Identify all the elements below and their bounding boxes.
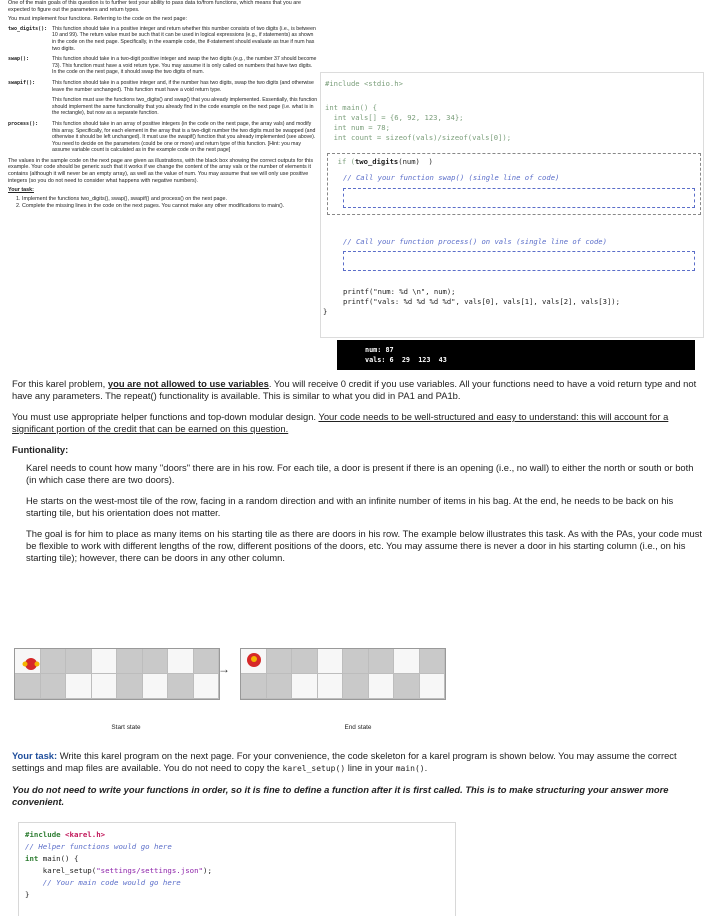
code-include: #include <stdio.h> [325, 79, 403, 88]
start-state-label: Start state [111, 724, 141, 731]
karel-task-text: Write this karel program on the next page. For your convenience, the code skeleton for a karel program is shown below. You may assume the correct settings and map files are available. You do not need to copy the [12, 750, 677, 773]
grid-cell [267, 649, 293, 674]
function-description: This function must use the functions two_digits() and swap() that you already implemented. Essentially, this function should implement the same functionality that you already find in the code example on the next page (i.e. what is in the rectangle), but now as a separate function. [52, 97, 318, 117]
no-variables-paragraph [12, 378, 702, 402]
code-close-brace: } [323, 307, 328, 316]
intro-paragraph: One of the main goals of this question is to further test your ability to pass data to/from functions, which means that you are expected to figure out the parameters and return types. [8, 0, 302, 13]
skeleton-close: } [25, 890, 30, 899]
karel-task [12, 750, 702, 808]
function-row [8, 26, 318, 56]
skeleton-include [25, 829, 455, 841]
grid-cell [15, 674, 41, 699]
design-paragraph [12, 411, 702, 435]
grid-cell [168, 649, 194, 674]
karel-problem [12, 378, 702, 573]
karel-task-code: karel_setup() [282, 764, 346, 773]
intro-must: You must implement four functions. Referring to the code on the next page: [8, 16, 187, 23]
karel-task-paragraph [12, 750, 702, 775]
comment-process: // Call your function process() on vals (single line of code) [343, 237, 607, 246]
grid-cell [66, 649, 92, 674]
function-description: This function should take in an array of positive integers (in the code on the next page, the array vals) and modify this array. Specifically, for each element in the array that is a two-digit number the two digits must be swapped (and otherwise it should be left unchanged). It must use the swapif() function that you already implemented (see above). You need to decide on the parameters (could be one or more) and return type of this function. [Hint: you may assume variable count is calculated as in the example code on the next page] [52, 120, 316, 154]
grid-cell [168, 674, 194, 699]
grid-cell [92, 649, 118, 674]
answer-box-swap[interactable] [343, 188, 695, 208]
code-main-open: int main() { [325, 103, 377, 112]
grid-cell [369, 674, 395, 699]
function-row [8, 121, 318, 158]
skeleton-setup [25, 865, 455, 877]
grid-cell [369, 649, 395, 674]
grid-cell [267, 674, 293, 699]
karel-skeleton-code [18, 822, 456, 916]
code-printf-vals: printf("vals: %d %d %d %d", vals[0], vals[1], vals[2], vals[3]); [343, 297, 620, 306]
grid-cell [143, 674, 169, 699]
code-if-prefix: if ( [329, 157, 355, 166]
function-spec-table [8, 26, 318, 158]
task-list [8, 196, 318, 210]
task-item: 2. Complete the missing lines in the code on the next pages. You cannot make any other modifications to main(). [22, 203, 318, 210]
main-rest: main() { [38, 854, 79, 863]
functionality-p1: Karel needs to count how many "doors" there are in his row. For each tile, a door is present if there is an opening (i.e., no wall) to either the north or south or both (in which case there are two doors). [26, 462, 694, 485]
grid-cell [41, 674, 67, 699]
grid-cell [318, 674, 344, 699]
karel-task-heading: Your task: [12, 750, 58, 761]
function-description: This function should take in a two-digit positive integer and swap the two digits (e.g., the number 37 should become 73). This function must have a void return type. You may assume it is only called on numbers that have two digits. In the code on the next page, it should swap the two digits of num. [52, 56, 317, 76]
p1-emphasis: you are not allowed to use variables [107, 378, 269, 389]
skeleton-comment-helpers: // Helper functions would go here [25, 842, 172, 851]
function-name: swap(): [8, 56, 30, 63]
grid-cell [41, 649, 67, 674]
start-state-grid [14, 648, 220, 700]
grid-cell [343, 674, 369, 699]
order-note: You do not need to write your functions in order, so it is fine to define a function after it is first called. This is to make structuring your answer more convenient. [12, 784, 669, 807]
grid-cell [420, 674, 446, 699]
end-state-grid [240, 648, 446, 700]
p2-emphasis: Your code needs to be well-structured and easy to understand: this will account for a significant portion of the credit that can be earned on this question. [12, 411, 669, 434]
karel-task-code2: main() [395, 764, 425, 773]
grid-cell [292, 674, 318, 699]
task-heading: Your task: [8, 187, 34, 194]
function-name [8, 97, 52, 121]
include-keyword: #include [25, 830, 61, 839]
karel-robot-icon [20, 655, 42, 673]
functionality-p3: The goal is for him to place as many items on his starting tile as there are doors in his row. The example below illustrates this task. As with the PAs, your code must be flexible to work with different lengths of the row, different positions of the doors, etc. You may assume there is never a door in his starting column (i.e., on his starting tile); however, there can be doors in any other column. [26, 528, 702, 563]
karel-robot-end-icon [244, 650, 264, 672]
skeleton-comment-main: // Your main code would go here [25, 878, 181, 887]
grid-cell [241, 674, 267, 699]
grid-cell [420, 649, 446, 674]
function-name: process(): [8, 120, 39, 127]
end-state-label: End state [344, 724, 372, 731]
setup-end: ); [203, 866, 212, 875]
function-name: swapif(): [8, 79, 36, 86]
functionality-p2: He starts on the west-most tile of the row, facing in a random direction and with an infinite number of items in his bag. At the end, he needs to be back on his starting tile, but his orientation does not matter. [26, 495, 674, 518]
comment-swap: // Call your function swap() (single line of code) [343, 173, 560, 182]
p1-text-rest: . You will receive 0 credit if you use variables. All your functions need to have a void return type and not have any parameters. The repeat() functionality is available. This is similar to what you did in PA1 and PA1b. [12, 378, 697, 401]
grid-cell [92, 674, 118, 699]
question-page [0, 0, 710, 372]
function-description: This function should take in a positive integer and return whether this number consists of two digits (i.e., is between 10 and 99). The return value must be such that it can be used in logical expressions (e.g., if statements) as shown in the code on the next page. Specifically, in the example code, the if-statement should evaluate as true if num has two digits. [52, 25, 316, 52]
function-row [8, 80, 318, 97]
grid-cell [143, 649, 169, 674]
transition-arrow: → [218, 662, 230, 676]
code-printf-num: printf("num: %d \n", num); [343, 287, 456, 296]
sample-code-block [320, 72, 704, 338]
function-row [8, 56, 318, 80]
function-row [8, 97, 318, 121]
grid-cell [194, 649, 220, 674]
code-if-suffix: (num) ) [398, 157, 433, 166]
grid-cell [66, 674, 92, 699]
grid-cell [194, 674, 220, 699]
grid-cell [343, 649, 369, 674]
grid-cell [318, 649, 344, 674]
include-header: <karel.h> [60, 830, 106, 839]
code-if [329, 157, 433, 167]
code-if-call: two_digits [354, 157, 399, 166]
grid-cell [117, 649, 143, 674]
karel-task-end: . [424, 762, 428, 773]
function-description: This function should take in a positive integer and, if the number has two digits, swap the two digits (and otherwise leave the number unchanged). This function must have a void return type. [52, 79, 314, 93]
code-num: int num = 78; [325, 123, 390, 132]
code-vals: int vals[] = {6, 92, 123, 34}; [325, 113, 464, 122]
main-keyword: int [25, 854, 39, 863]
grid-cell [394, 674, 420, 699]
skeleton-main [25, 853, 455, 865]
task-item: 1. Implement the functions two_digits(), swap(), swapif() and process() on the next page. [22, 196, 318, 203]
values-paragraph: The values in the sample code on the next page are given as illustrations, with the black box showing the correct outputs for this example. Your code should be generic such that it works if we change the content of the array vals or the number of elements it contains (although it will never be an empty array), as well as the value of num. You may assume that we will only use positive integers (so you do not need to consider what happens with negative numbers). [8, 157, 314, 184]
output-line-num: num: 87 [365, 346, 394, 354]
setup-call: karel_setup( [25, 866, 97, 875]
p2-text: You must use appropriate helper functions and top-down modular design. [12, 411, 319, 422]
code-count: int count = sizeof(vals)/sizeof(vals[0]); [325, 133, 512, 142]
grid-cell [117, 674, 143, 699]
setup-string: "settings/settings.json" [96, 866, 203, 875]
answer-box-process[interactable] [343, 251, 695, 271]
p1-text: For this karel problem, [12, 378, 108, 389]
grid-cell [394, 649, 420, 674]
grid-cell [292, 649, 318, 674]
functionality-heading: Funtionality: [12, 444, 69, 455]
output-line-vals: vals: 6 29 123 43 [365, 355, 447, 364]
karel-task-text2: line in your [345, 762, 396, 773]
output-box [337, 340, 695, 370]
function-name: two_digits(): [8, 25, 48, 32]
question-text-column [8, 0, 318, 211]
